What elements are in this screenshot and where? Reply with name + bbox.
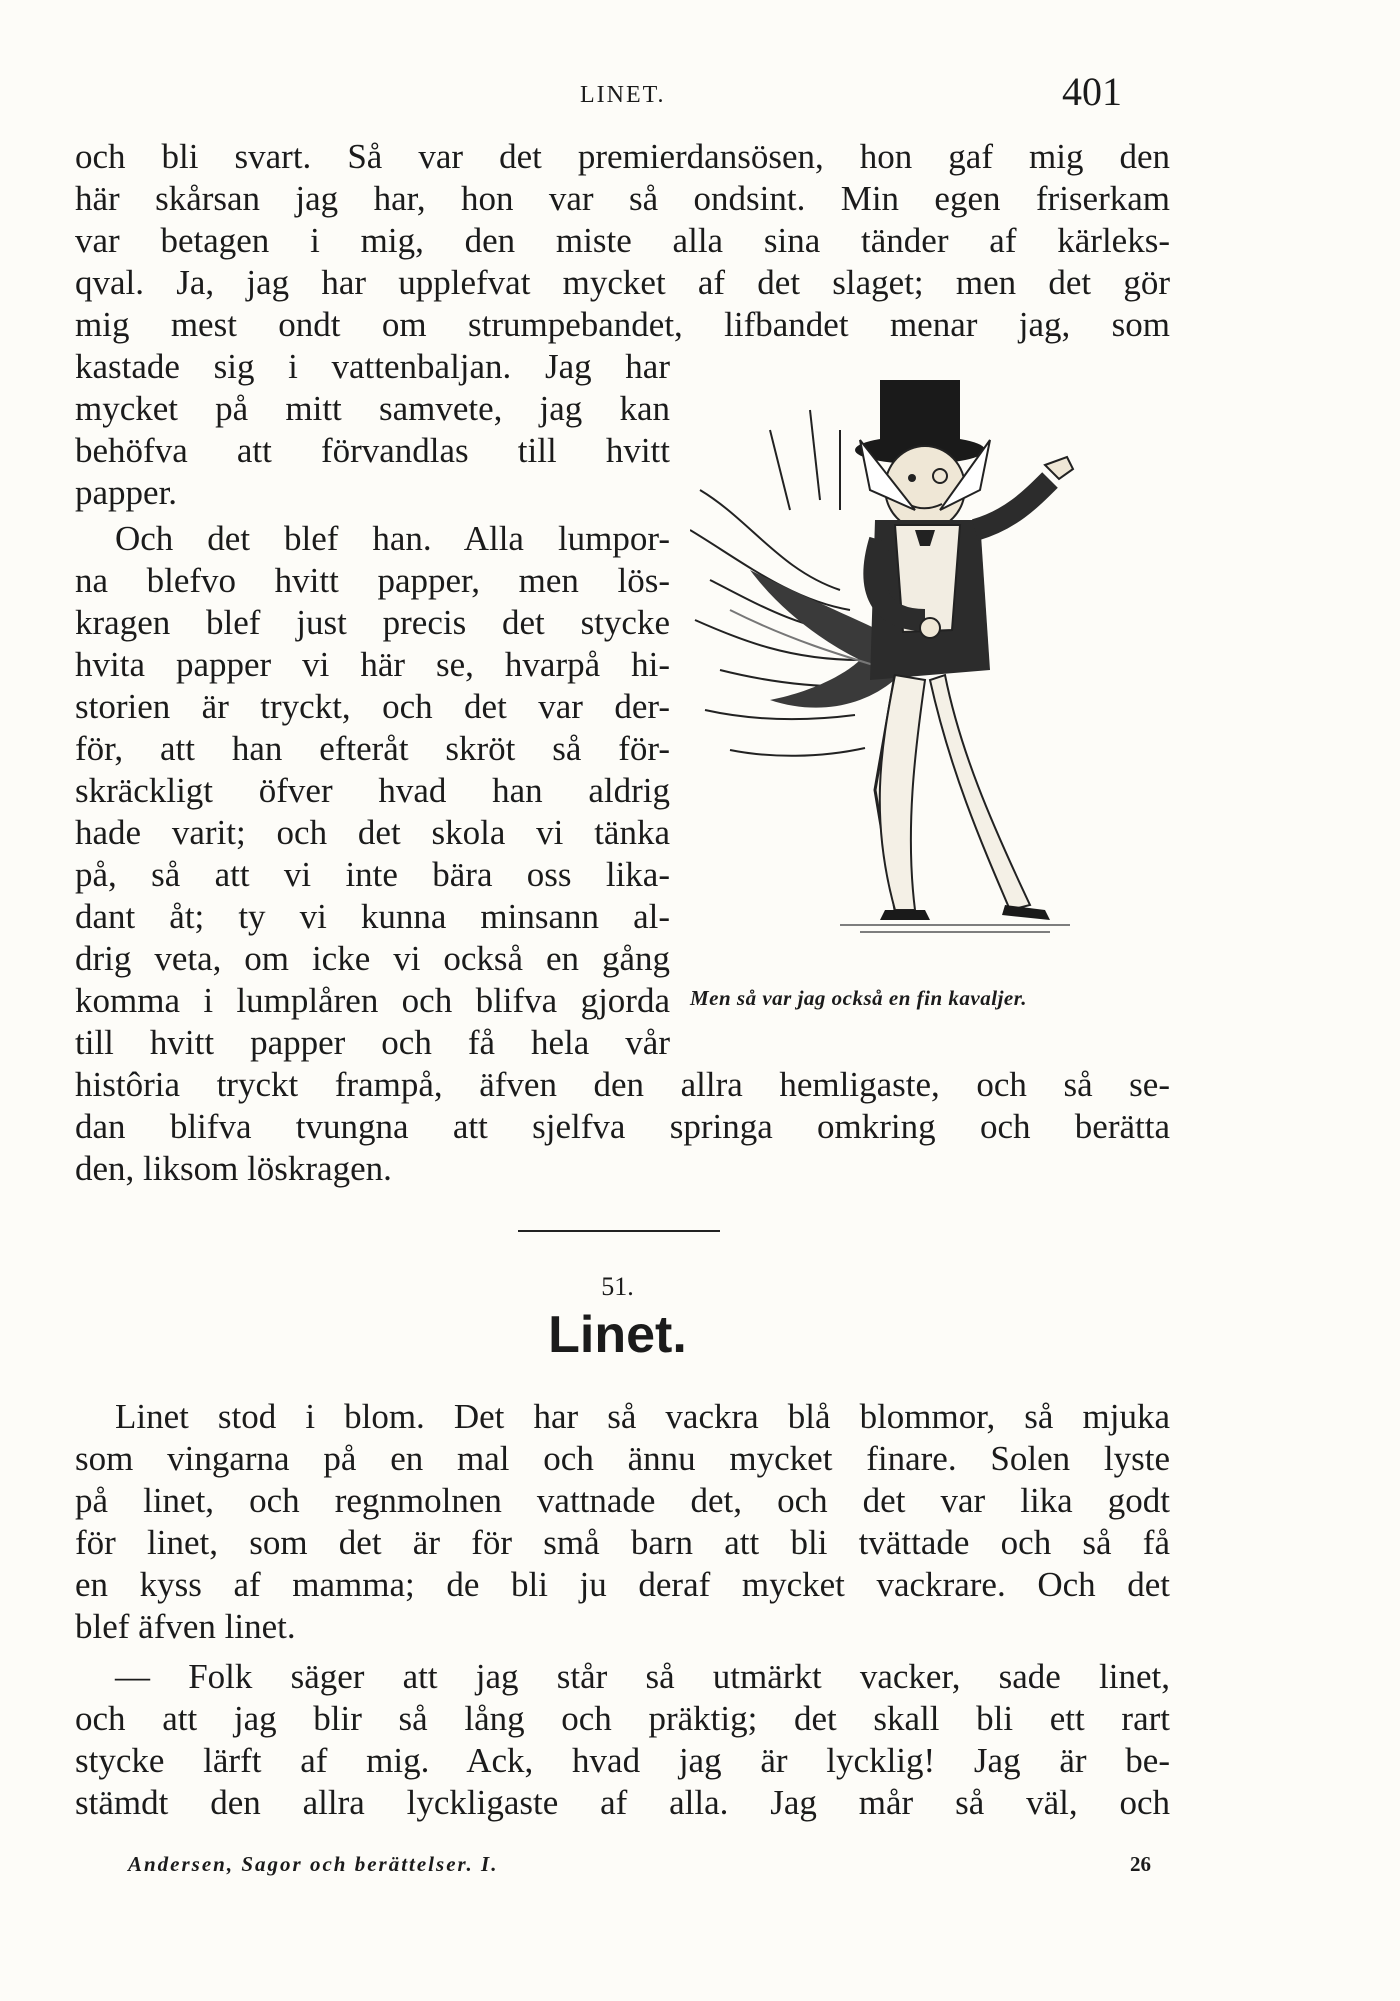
text-line: på, så att vi inte bära oss lika- — [75, 855, 670, 894]
text-line: kastade sig i vattenbaljan. Jag har — [75, 347, 670, 386]
text-line: hade varit; och det skola vi tänka — [75, 813, 670, 852]
text-line: och bli svart. Så var det premierdansösen, hon gaf mig den — [75, 137, 1170, 176]
text-line: qval. Ja, jag har upplefvat mycket af det slaget; men det gör — [75, 263, 1170, 302]
text-line: här skårsan jag har, hon var så ondsint. Min egen friserkam — [75, 179, 1170, 218]
text-line: stämdt den allra lyckligaste af alla. Jag mår så väl, och — [75, 1783, 1170, 1822]
text-line: den, liksom löskragen. — [75, 1149, 392, 1188]
text-line: histôria tryckt frampå, äfven den allra hemligaste, och så se- — [75, 1065, 1170, 1104]
text-line: en kyss af mamma; de bli ju deraf mycket vackrare. Och det — [75, 1565, 1170, 1604]
text-line: skräckligt öfver hvad han aldrig — [75, 771, 670, 810]
running-title: LINET. — [580, 82, 666, 108]
text-line: stycke lärft af mig. Ack, hvad jag är lycklig! Jag är be- — [75, 1741, 1170, 1780]
text-line: mig mest ondt om strumpebandet, lifbandet menar jag, som — [75, 305, 1170, 344]
text-line: hvita papper vi här se, hvarpå hi- — [75, 645, 670, 684]
illustration-caption: Men så var jag också en fin kavaljer. — [690, 986, 1027, 1010]
text-line: komma i lumplåren och blifva gjorda — [75, 981, 670, 1020]
text-line: — Folk säger att jag står så utmärkt vacker, sade linet, — [115, 1657, 1170, 1696]
text-line: dan blifva tvungna att sjelfva springa omkring och berätta — [75, 1107, 1170, 1146]
text-line: och att jag blir så lång och präktig; det skall bli ett rart — [75, 1699, 1170, 1738]
gentleman-illustration — [690, 370, 1170, 960]
text-line: behöfva att förvandlas till hvitt — [75, 431, 670, 470]
page-number: 401 — [1062, 69, 1122, 114]
text-line: dant åt; ty vi kunna minsann al- — [75, 897, 670, 936]
text-line: för, att han efteråt skröt så för- — [75, 729, 670, 768]
footer-source: Andersen, Sagor och berättelser. I. — [128, 1852, 499, 1876]
text-line: drig veta, om icke vi också en gång — [75, 939, 670, 978]
story-number: 51. — [601, 1272, 634, 1301]
text-line: storien är tryckt, och det var der- — [75, 687, 670, 726]
text-line: mycket på mitt samvete, jag kan — [75, 389, 670, 428]
text-line: Och det blef han. Alla lumpor- — [115, 519, 670, 558]
text-line: blef äfven linet. — [75, 1607, 296, 1646]
running-head — [0, 68, 1400, 118]
text-line: papper. — [75, 473, 178, 512]
text-line: Linet stod i blom. Det har så vackra blå blommor, så mjuka — [115, 1397, 1170, 1436]
text-line: var betagen i mig, den miste alla sina tänder af kärleks- — [75, 221, 1170, 260]
page-footer — [128, 1852, 1151, 1882]
text-line: na blefvo hvitt papper, men lös- — [75, 561, 670, 600]
text-line: kragen blef just precis det stycke — [75, 603, 670, 642]
text-line: för linet, som det är för små barn att bli tvättade och så få — [75, 1523, 1170, 1562]
text-line: till hvitt papper och få hela vår — [75, 1023, 670, 1062]
section-rule — [518, 1230, 720, 1232]
signature-mark: 26 — [1130, 1852, 1151, 1876]
story-title: Linet. — [548, 1306, 687, 1364]
text-line: på linet, och regnmolnen vattnade det, och det var lika godt — [75, 1481, 1170, 1520]
text-line: som vingarna på en mal och ännu mycket finare. Solen lyste — [75, 1439, 1170, 1478]
